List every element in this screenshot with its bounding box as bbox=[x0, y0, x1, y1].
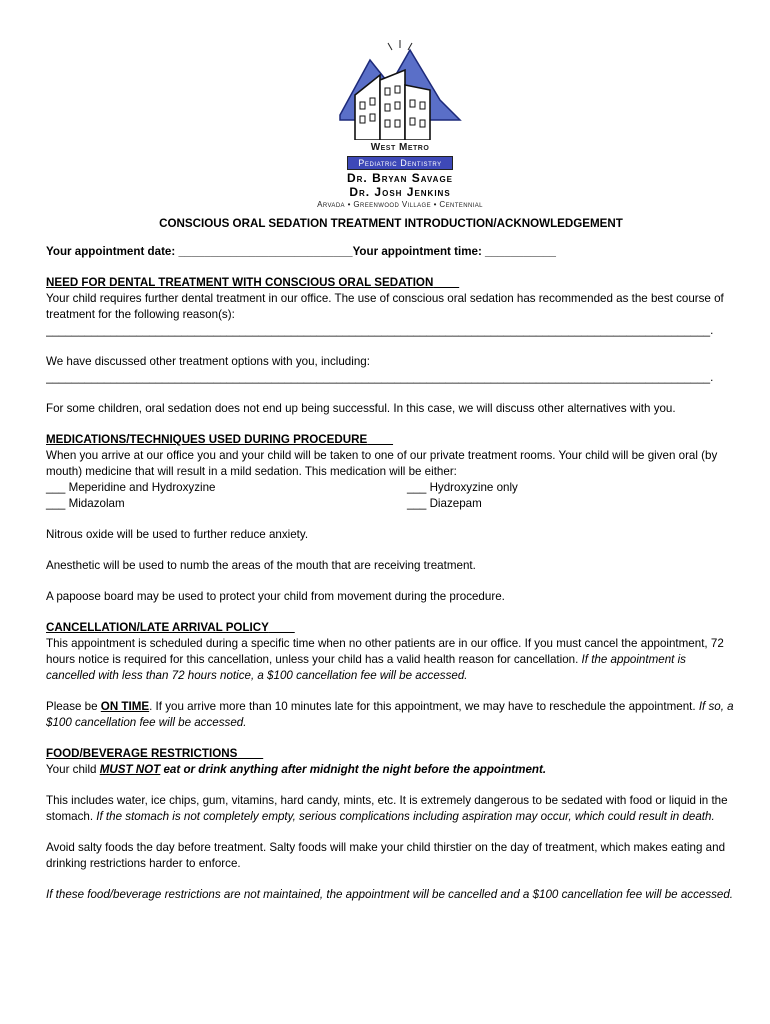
logo-line-doctor-1: Dr. Bryan Savage bbox=[346, 171, 453, 185]
appointment-time-label: Your appointment time: bbox=[352, 245, 486, 258]
food-must-not: MUST NOT bbox=[99, 763, 161, 776]
appointment-time-blank[interactable]: ___________ bbox=[485, 245, 556, 258]
papoose-text: A papoose board may be used to protect your child from movement during the procedure. bbox=[46, 590, 505, 603]
meds-heading-line bbox=[46, 432, 736, 448]
late-fee: If so, a $100 cancellation fee will be accessed. bbox=[46, 700, 734, 729]
food-heading-line bbox=[46, 746, 736, 762]
late-arrival-text bbox=[46, 699, 736, 731]
late-post: . If you arrive more than 10 minutes late for this appointment, we may have to reschedule the appointment. bbox=[149, 700, 699, 713]
options-text: We have discussed other treatment options with you, including: bbox=[46, 355, 370, 368]
need-heading-blank: ____ bbox=[433, 276, 460, 289]
nitrous-text: Nitrous oxide will be used to further reduce anxiety. bbox=[46, 528, 309, 541]
logo-line-locations: Arvada • Greenwood Village • Centennial bbox=[317, 200, 483, 209]
food-line-post: eat or drink anything after midnight the night before the appointment. bbox=[160, 763, 547, 776]
final-warning-text bbox=[46, 887, 736, 903]
medication-options-row-1 bbox=[46, 480, 736, 496]
cancel-text-fee: If the appointment is cancelled with less than 72 hours notice, a $100 cancellation fee will be accessed. bbox=[46, 653, 686, 682]
appointment-date-blank[interactable]: ___________________________ bbox=[178, 245, 353, 258]
anesthetic-text: Anesthetic will be used to numb the areas of the mouth that are receiving treatment. bbox=[46, 559, 476, 572]
logo-line-pediatric: Pediatric Dentistry bbox=[347, 156, 453, 170]
medication-option-meperidine[interactable]: ___ Meperidine and Hydroxyzine bbox=[46, 481, 216, 494]
meds-heading-blank: ____ bbox=[367, 433, 394, 446]
food-includes-text bbox=[46, 793, 736, 825]
document-body bbox=[46, 216, 736, 903]
food-includes-warning: If the stomach is not completely empty, serious complications including aspiration may occur, which could result in death. bbox=[96, 810, 715, 823]
cancel-text bbox=[46, 636, 736, 684]
building-mountain-icon bbox=[330, 40, 470, 140]
appointment-line bbox=[46, 244, 736, 260]
need-text: Your child requires further dental treatment in our office. The use of conscious oral sedation has recommended as the best course of treatment for the following reason(s): bbox=[46, 292, 724, 321]
options-blank-line[interactable]: _______________________________________________________________________________________________________. bbox=[46, 371, 714, 384]
salty-foods-text: Avoid salty foods the day before treatment. Salty foods will make your child thirstier on the day of treatment, which makes eating and drinking restrictions harder to enforce. bbox=[46, 841, 726, 870]
late-on-time: ON TIME bbox=[100, 700, 150, 713]
food-heading: FOOD/BEVERAGE RESTRICTIONS bbox=[46, 747, 238, 760]
cancel-heading-blank: ____ bbox=[268, 621, 295, 634]
cancel-heading: CANCELLATION/LATE ARRIVAL POLICY bbox=[46, 621, 269, 634]
appointment-date-label: Your appointment date: bbox=[46, 245, 179, 258]
cancel-text-main: This appointment is scheduled during a specific time when no other patients are in our office. If you must cancel the appointment, 72 hours notice is required for this cancellation, unless your child has a valid health reason for cancellation. bbox=[46, 637, 724, 666]
logo-line-doctor-2: Dr. Josh Jenkins bbox=[349, 185, 451, 199]
meds-heading: MEDICATIONS/TECHNIQUES USED DURING PROCEDURE bbox=[46, 433, 368, 446]
need-heading: NEED FOR DENTAL TREATMENT WITH CONSCIOUS ORAL SEDATION bbox=[46, 276, 434, 289]
logo-line-west-metro: West Metro bbox=[370, 142, 430, 153]
food-must-not-line bbox=[46, 762, 736, 778]
medication-options-row-2 bbox=[46, 496, 736, 512]
need-heading-line bbox=[46, 275, 736, 291]
food-includes-main: This includes water, ice chips, gum, vitamins, hard candy, mints, etc. It is extremely dangerous to be sedated with food or liquid in the stomach. bbox=[46, 794, 728, 823]
practice-logo bbox=[300, 40, 500, 209]
food-line-pre: Your child bbox=[46, 763, 100, 776]
medication-option-diazepam[interactable]: ___ Diazepam bbox=[407, 497, 482, 510]
reason-blank-line[interactable]: _______________________________________________________________________________________________________. bbox=[46, 324, 714, 337]
cancel-heading-line bbox=[46, 620, 736, 636]
meds-text: When you arrive at our office you and your child will be taken to one of our private treatment rooms. Your child will be given oral (by mouth) medicine that will result in a mild sedation. This medication will be either: bbox=[46, 449, 718, 478]
late-pre: Please be bbox=[46, 700, 101, 713]
final-warning: If these food/beverage restrictions are not maintained, the appointment will be cancelled and a $100 cancellation fee will be accessed. bbox=[46, 888, 734, 901]
medication-option-midazolam[interactable]: ___ Midazolam bbox=[46, 497, 125, 510]
alternatives-text: For some children, oral sedation does not end up being successful. In this case, we will discuss other alternatives with you. bbox=[46, 402, 676, 415]
medication-option-hydroxyzine[interactable]: ___ Hydroxyzine only bbox=[407, 481, 518, 494]
food-heading-blank: ____ bbox=[237, 747, 264, 760]
page-title: CONSCIOUS ORAL SEDATION TREATMENT INTRODUCTION/ACKNOWLEDGEMENT bbox=[159, 217, 623, 230]
